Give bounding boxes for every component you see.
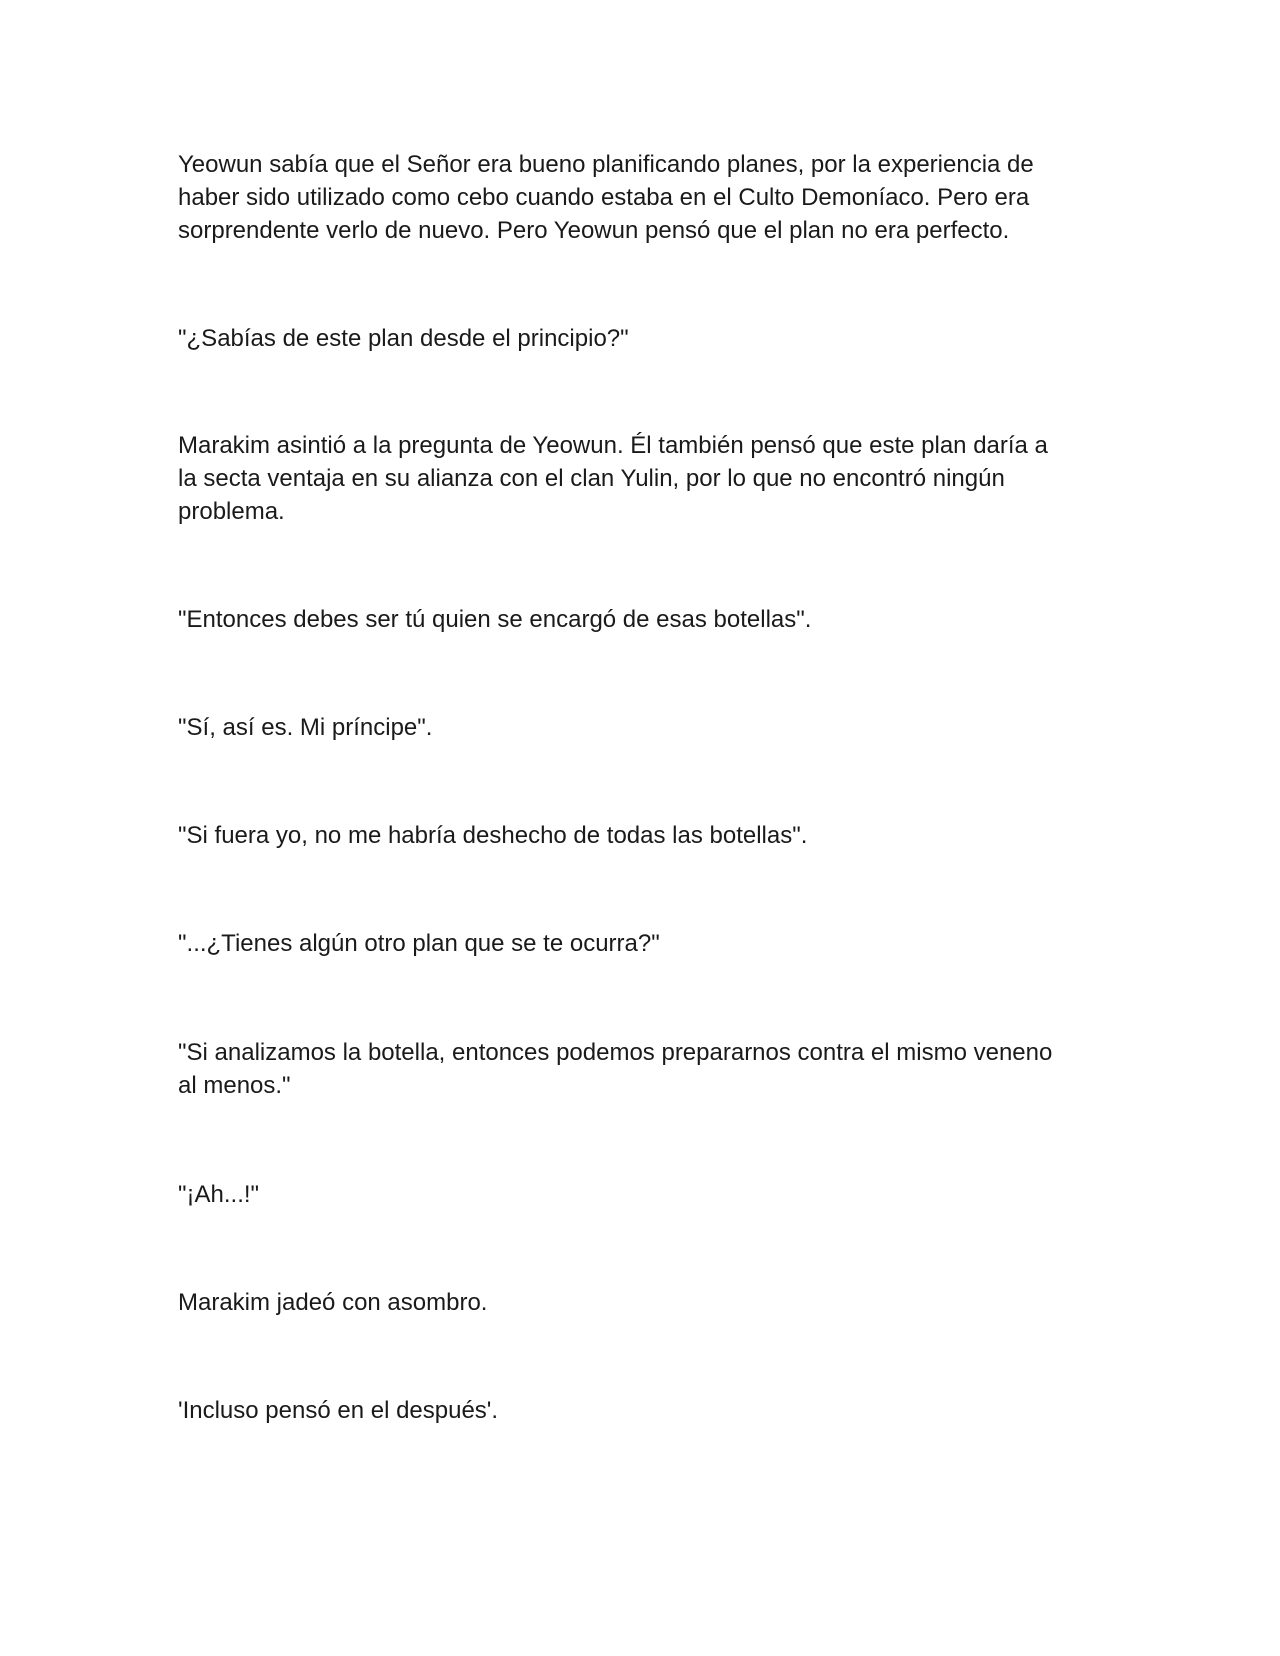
text-line: sorprendente verlo de nuevo. Pero Yeowun pensó que el plan no era perfecto. [178, 217, 1010, 244]
text-line: Marakim jadeó con asombro. [178, 1289, 488, 1316]
text-line: al menos." [178, 1072, 291, 1099]
paragraph [178, 322, 1108, 355]
text-line: problema. [178, 498, 285, 525]
text-line: 'Incluso pensó en el después'. [178, 1397, 499, 1424]
text-line: Marakim asintió a la pregunta de Yeowun. Él también pensó que este plan daría a [178, 432, 1048, 459]
text-line: Yeowun sabía que el Señor era bueno planificando planes, por la experiencia de [178, 151, 1034, 178]
paragraph [178, 1286, 1108, 1319]
text-line: "Sí, así es. Mi príncipe". [178, 714, 433, 741]
paragraph [178, 1036, 1108, 1102]
text-line: "¡Ah...!" [178, 1181, 260, 1208]
text-line: "¿Sabías de este plan desde el principio?" [178, 325, 629, 352]
text-line: "...¿Tienes algún otro plan que se te ocurra?" [178, 930, 660, 957]
text-line: "Si analizamos la botella, entonces podemos prepararnos contra el mismo veneno [178, 1039, 1053, 1066]
paragraph [178, 1394, 1108, 1427]
text-line: "Entonces debes ser tú quien se encargó de esas botellas". [178, 606, 812, 633]
paragraph [178, 148, 1108, 247]
paragraph [178, 711, 1108, 744]
paragraph [178, 429, 1108, 528]
text-line: la secta ventaja en su alianza con el clan Yulin, por lo que no encontró ningún [178, 465, 1005, 492]
paragraph [178, 603, 1108, 636]
paragraph [178, 1178, 1108, 1211]
text-line: "Si fuera yo, no me habría deshecho de todas las botellas". [178, 822, 808, 849]
paragraph [178, 927, 1108, 960]
text-line: haber sido utilizado como cebo cuando estaba en el Culto Demoníaco. Pero era [178, 184, 1030, 211]
paragraph [178, 819, 1108, 852]
